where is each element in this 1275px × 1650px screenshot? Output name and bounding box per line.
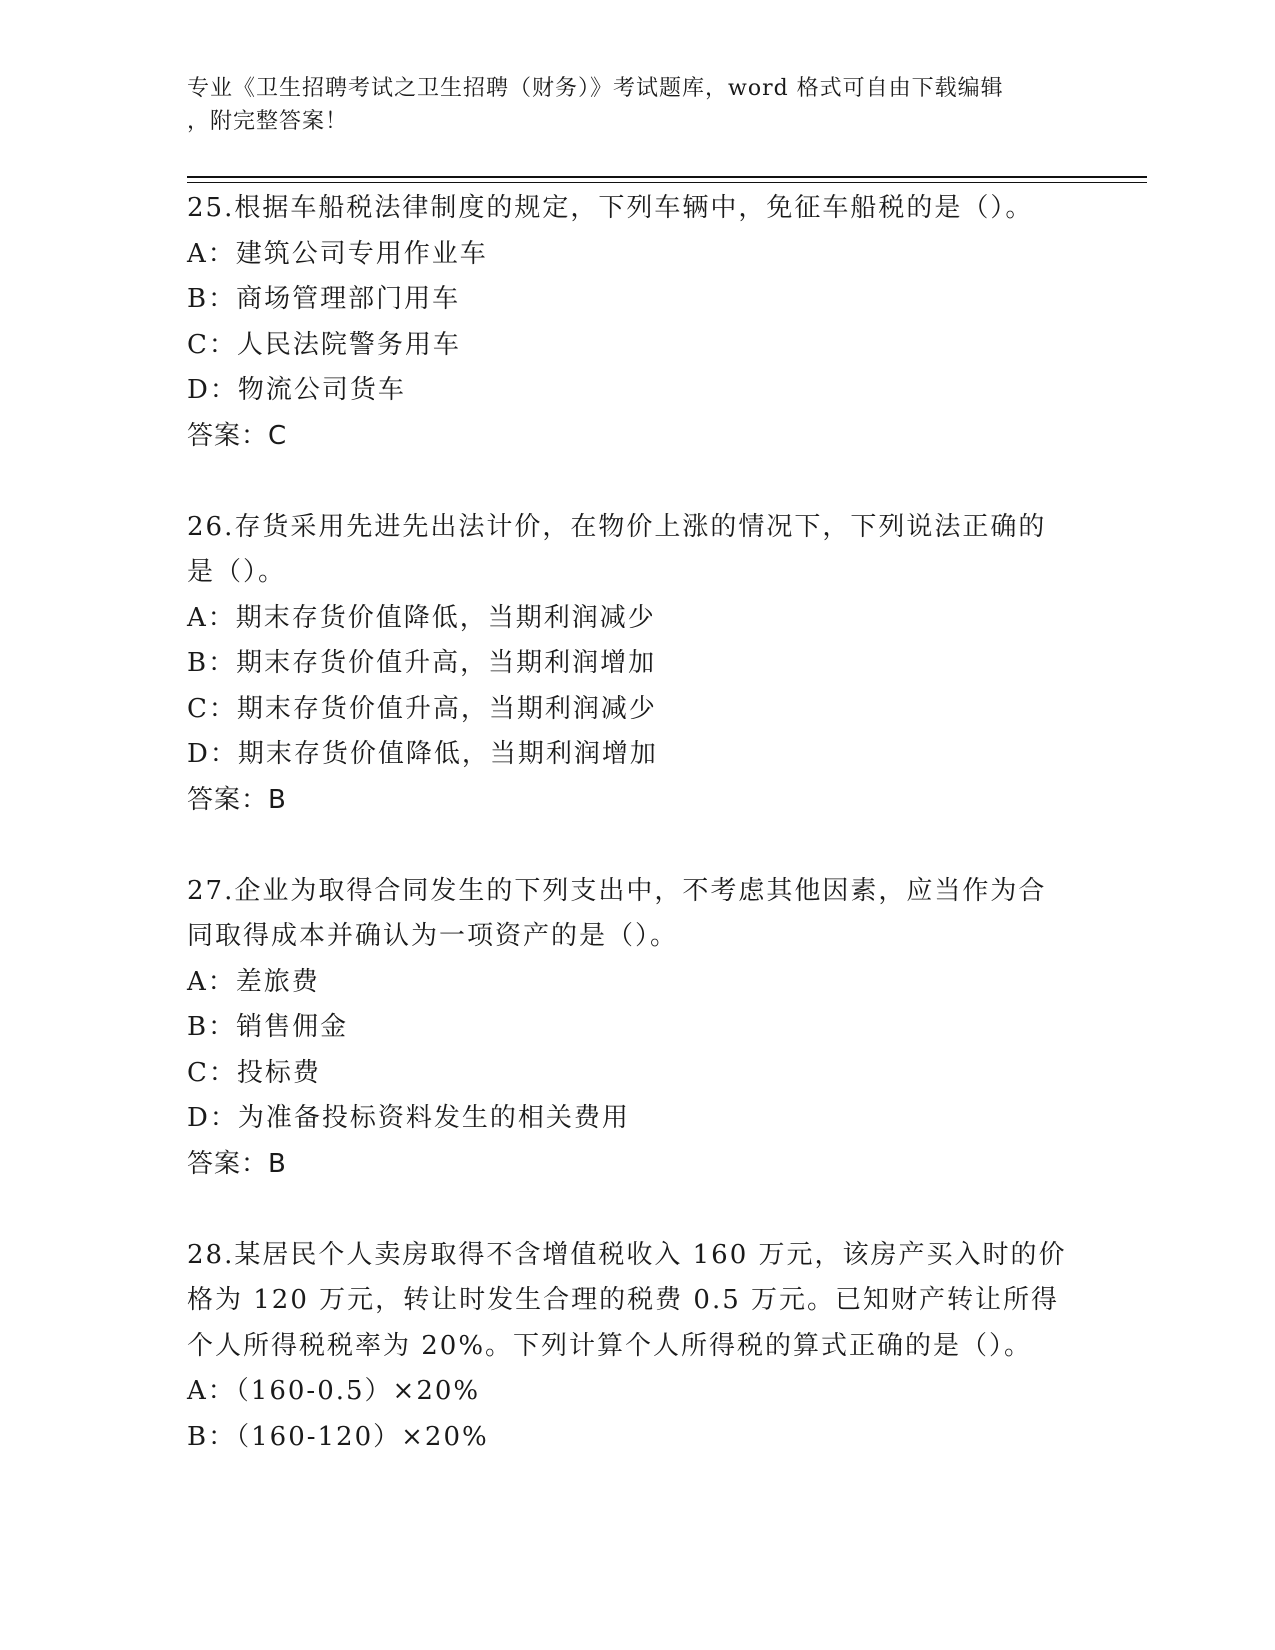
option-c: C：投标费 — [187, 1057, 321, 1088]
header-rule-thin — [187, 182, 1147, 183]
option-a: A：建筑公司专用作业车 — [187, 238, 488, 269]
option-b: B：商场管理部门用车 — [187, 284, 461, 314]
option-d: D：期末存货价值降低，当期利润增加 — [187, 739, 658, 769]
question-stem-line: 是（）。 — [187, 557, 287, 587]
question-list — [187, 186, 1087, 1460]
question-26 — [187, 505, 1087, 869]
question-stem-line: 个人所得税税率为 20%。下列计算个人所得税的算式正确的是（）。 — [187, 1330, 1033, 1361]
option-c: C：期末存货价值升高，当期利润减少 — [187, 693, 657, 724]
answer-line: 答案：B — [187, 1148, 287, 1179]
spacer — [187, 823, 1087, 869]
option-b: B：期末存货价值升高，当期利润增加 — [187, 648, 657, 678]
document-header — [187, 72, 1067, 138]
question-25 — [187, 186, 1087, 505]
option-d: D：为准备投标资料发生的相关费用 — [187, 1103, 630, 1133]
option-a: A：期末存货价值降低，当期利润减少 — [187, 602, 656, 633]
answer-line: 答案：C — [187, 420, 288, 451]
question-stem-line: 27.企业为取得合同发生的下列支出中，不考虑其他因素，应当作为合 — [187, 875, 1047, 906]
spacer — [187, 459, 1087, 505]
question-27 — [187, 869, 1087, 1233]
question-28 — [187, 1233, 1087, 1461]
header-line-1: 专业《卫生招聘考试之卫生招聘（财务）》考试题库，word 格式可自由下载编辑 — [187, 76, 1004, 101]
question-stem-line: 同取得成本并确认为一项资产的是（）。 — [187, 921, 679, 951]
header-line-2: ，附完整答案！ — [187, 109, 349, 134]
question-stem-line: 26.存货采用先进先出法计价，在物价上涨的情况下，下列说法正确的 — [187, 511, 1047, 542]
spacer — [187, 1187, 1087, 1233]
option-a: A：（160-0.5）×20% — [187, 1376, 481, 1406]
question-stem-line: 28.某居民个人卖房取得不含增值税收入 160 万元，该房产买入时的价 — [187, 1239, 1067, 1270]
option-c: C：人民法院警务用车 — [187, 329, 461, 360]
header-rule-thick — [187, 176, 1147, 178]
option-b: B：销售佣金 — [187, 1012, 349, 1042]
option-b: B：（160-120）×20% — [187, 1421, 489, 1452]
option-a: A：差旅费 — [187, 966, 320, 997]
option-d: D：物流公司货车 — [187, 375, 406, 405]
question-stem-line: 25.根据车船税法律制度的规定，下列车辆中，免征车船税的是（）。 — [187, 193, 1034, 223]
answer-line: 答案：B — [187, 784, 287, 815]
question-stem-line: 格为 120 万元，转让时发生合理的税费 0.5 万元。已知财产转让所得 — [187, 1285, 1060, 1315]
